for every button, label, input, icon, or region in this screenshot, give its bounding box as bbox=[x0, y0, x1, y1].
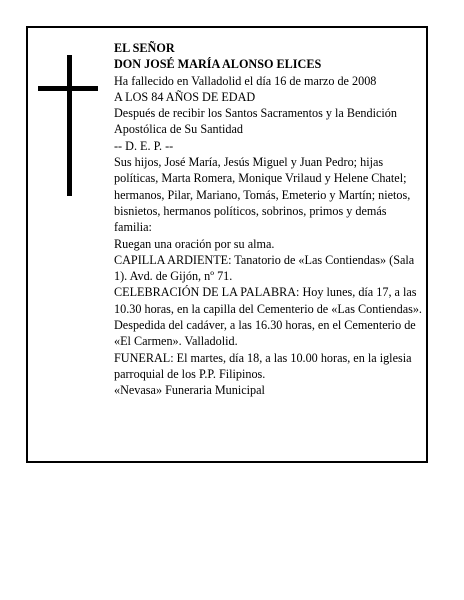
celebration-info: CELEBRACIÓN DE LA PALABRA: Hoy lunes, día 17, a las 10.30 horas, en la capilla del Cementerio de «Las Contiendas». Despedida del cadáver, a las 16.30 horas, en el Cementerio de «El Carmen». Valladolid. bbox=[114, 285, 422, 349]
deceased-name: DON JOSÉ MARÍA ALONSO ELICES bbox=[114, 57, 322, 72]
age-statement: A LOS 84 AÑOS DE EDAD bbox=[114, 89, 256, 104]
cross-icon bbox=[67, 55, 72, 196]
obituary-text bbox=[114, 40, 424, 399]
family-statement: Sus hijos, José María, Jesús Miguel y Juan Pedro; hijas políticas, Marta Romera, Monique Vrilaud y Helene Chatel; hermanos, Pilar, Mariano, Tomás, Emeterio y Martín; nietos, bisnietos, hermanos políticos, sobrinos, primos y demás familia: bbox=[114, 155, 411, 235]
funeral-home: «Nevasa» Funeraria Municipal bbox=[114, 383, 265, 398]
funeral-info: FUNERAL: El martes, día 18, a las 10.00 horas, en la iglesia parroquial de los P.P. Filipinos. bbox=[114, 350, 412, 381]
chapel-info: CAPILLA ARDIENTE: Tanatorio de «Las Contiendas» (Sala 1). Avd. de Gijón, nº 71. bbox=[114, 252, 415, 284]
notice-title: EL SEÑOR bbox=[114, 41, 175, 55]
death-statement: Ha fallecido en Valladolid el día 16 de marzo de 2008 bbox=[114, 73, 377, 88]
sacraments-statement: Después de recibir los Santos Sacramentos y la Bendición Apostólica de Su Santidad bbox=[114, 106, 397, 137]
cross-icon-bar bbox=[38, 86, 98, 91]
dep-line: -- D. E. P. -- bbox=[114, 138, 174, 153]
prayer-request: Ruegan una oración por su alma. bbox=[114, 236, 275, 251]
